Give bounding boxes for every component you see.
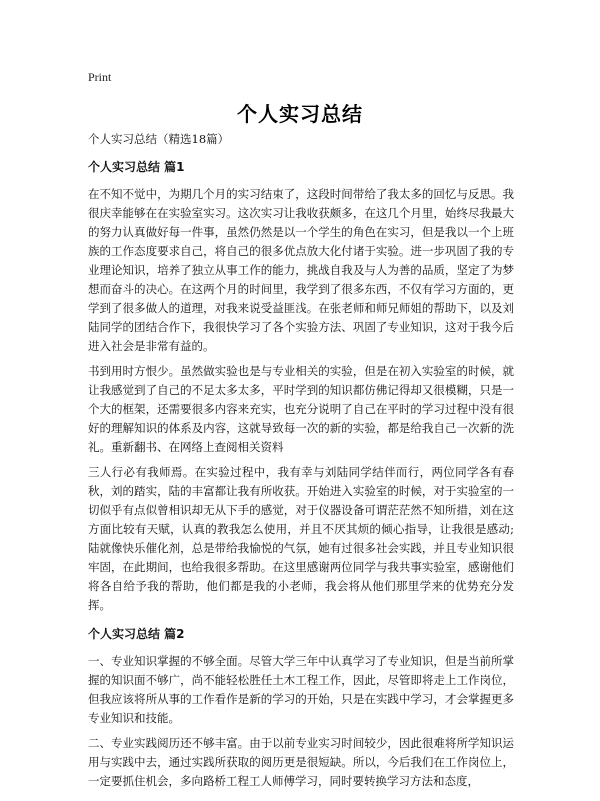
- document-title: 个人实习总结: [237, 102, 363, 126]
- print-label: Print: [88, 70, 112, 84]
- paragraph: 二、专业实践阅历还不够丰富。由于以前专业实习时间较少，因此很难将所学知识运用与实践中去，通过实践所获取的阅历更是很短缺。所以，今后我们在工作岗位上，一定要抓住机会，多向路桥工程工人师傅学习，同时要转换学习方法和态度，: [88, 736, 514, 788]
- section-2: [88, 625, 514, 791]
- document-content: [88, 130, 514, 801]
- paragraph: 在不知不觉中，为期几个月的实习结束了，这段时间带给了我太多的回忆与反思。我很庆幸能够在在实验室实习。这次实习让我收获颇多，在这几个月里，始终尽我最大的努力认真做好每一件事，虽然仍然是以一个学生的角色在实习，但是我以一个上班族的工作态度要求自己，将自己的很多优点放大化付诸于实验。进一步巩固了我的专业理论知识，培养了独立从事工作的能力，挑战自我及与人为善的品质，坚定了为梦想而奋斗的决心。在这两个月的时间里，我学到了很多东西，不仅有学习方面的，更学到了很多做人的道理，对我来说受益匪浅。在张老师和师兄师姐的帮助下，以及刘陆同学的团结合作下，我很快学习了各个实验方法、巩固了专业知识，这对于我今后进入社会是非常有益的。: [88, 187, 514, 353]
- paragraph: 三人行必有我师焉。在实验过程中，我有幸与刘陆同学结伴而行，两位同学各有春秋，刘的踏实，陆的丰富都让我有所收获。开始进入实验室的时候，对于实验室的一切似乎有点似曾相识却无从下手的感觉，对于仪器设备可谓茫茫然不知所措，刘在这方面比较有天赋，认真的教我怎么使用，并且不厌其烦的倾心指导，让我很是感动;陆就像快乐催化剂，总是带给我愉悦的气氛，她有过很多社会实践，并且专业知识很牢固，在此期间，也给我很多帮助。在这里感谢两位同学与我共事实验室，感谢他们将各自给予我的帮助，他们都是我的小老师，我会将从他们那里学来的优势充分发挥。: [88, 465, 514, 612]
- section-heading: 个人实习总结 篇2: [88, 627, 185, 641]
- section-1: [88, 158, 514, 615]
- paragraph: 一、专业知识掌握的不够全面。尽管大学三年中认真学习了专业知识，但是当前所掌握的知识面不够广，尚不能轻松胜任土木工程工作，因此，尽管即将走上工作岗位，但我应该将所从事的工作看作是新的学习的开始，只是在实践中学习，才会掌握更多专业知识和技能。: [88, 654, 514, 725]
- document-subtitle: 个人实习总结（精选18篇）: [88, 132, 230, 146]
- section-heading: 个人实习总结 篇1: [88, 160, 185, 174]
- paragraph: 书到用时方恨少。虽然做实验也是与专业相关的实验，但是在初入实验室的时候，就让我感觉到了自己的不足太多太多，平时学到的知识都仿佛记得却又很模糊，只是一个大的框架，还需要很多内容来充实，也充分说明了自己在平时的学习过程中没有很好的理解知识的体系及内容，这就导致每一次的新的实验，都是给我自己一次新的洗礼。重新翻书、在网络上查阅相关资料: [88, 364, 514, 454]
